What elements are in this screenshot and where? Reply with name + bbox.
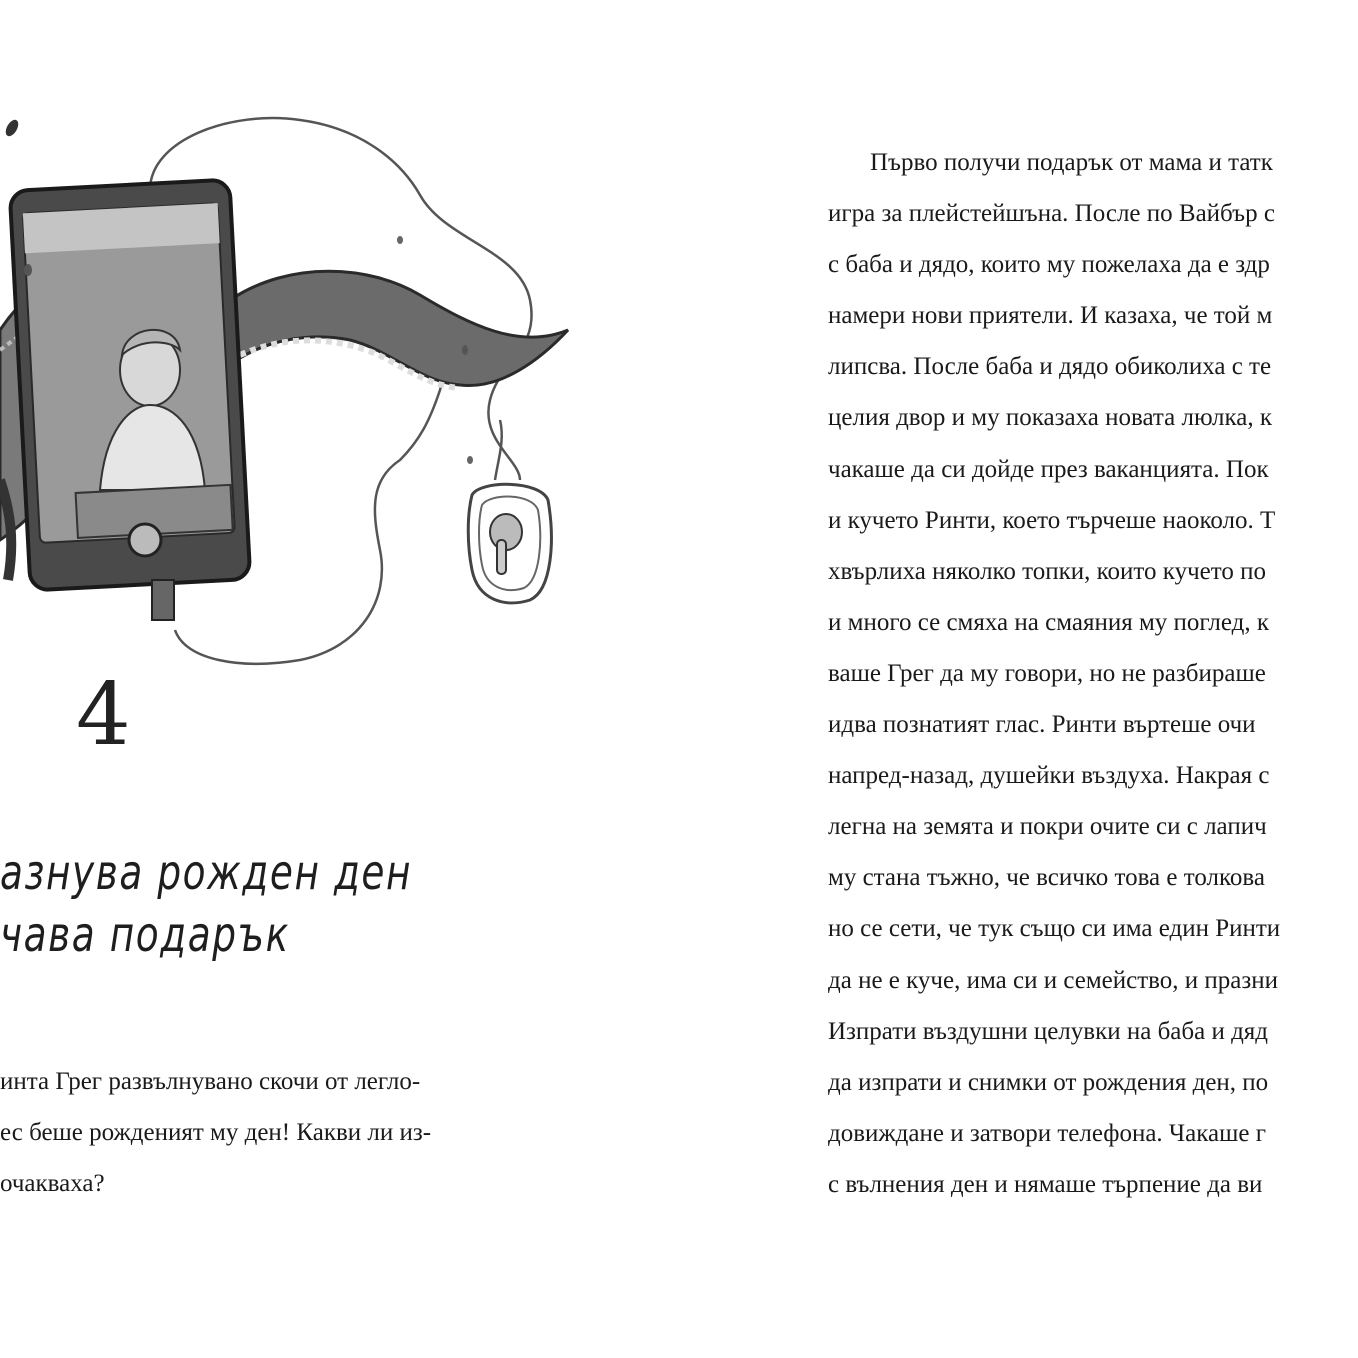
text-line: да изпрати и снимки от рождения ден, по xyxy=(828,1068,1269,1096)
text-line: напред-назад, душейки въздуха. Накрая с xyxy=(828,762,1270,790)
right-page-text xyxy=(828,137,1358,1210)
text-line: целия двор и му показаха новата люлка, к xyxy=(828,404,1273,432)
phone-icon xyxy=(10,180,251,620)
chapter-illustration xyxy=(0,100,600,680)
chapter-title-line: чава подарък xyxy=(0,907,290,963)
chapter-title xyxy=(0,842,413,966)
text-line: идва познатият глас. Ринти въртеше очи xyxy=(828,711,1256,739)
text-line: игра за плейстейшъна. После по Вайбър с xyxy=(828,200,1275,228)
text-line: чакаше да си дойде през ваканцията. Пок xyxy=(828,455,1269,483)
earbud-icon xyxy=(468,484,551,603)
text-line: с вълнения ден и нямаше търпение да ви xyxy=(828,1170,1263,1198)
text-line: легна на земята и покри очите си с лапич xyxy=(828,813,1267,841)
text-line: му стана тъжно, че всичко това е толкова xyxy=(828,864,1265,892)
chapter-number: 4 xyxy=(76,665,131,765)
text-line: Първо получи подарък от мама и татк xyxy=(870,149,1273,176)
left-page-text xyxy=(0,1056,560,1209)
text-line: и кучето Ринти, което търчеше наоколо. Т xyxy=(828,506,1276,534)
text-line: Изпрати въздушни целувки на баба и дяд xyxy=(828,1017,1269,1045)
text-line: липсва. После баба и дядо обиколиха с те xyxy=(828,353,1272,381)
text-line: и много се смяха на смаяния му поглед, к xyxy=(828,608,1270,636)
text-line: хвърлиха няколко топки, които кучето по xyxy=(828,557,1266,585)
text-line: очакваха? xyxy=(0,1170,105,1197)
text-line: ес беше рожденият му ден! Какви ли из- xyxy=(0,1119,432,1146)
text-line: инта Грег развълнувано скочи от легло- xyxy=(0,1068,421,1095)
text-line: да не е куче, има си и семейство, и празни xyxy=(828,966,1279,994)
text-line: с баба и дядо, които му пожелаха да е здр xyxy=(828,251,1270,279)
chapter-title-line: азнува рожден ден xyxy=(0,845,413,901)
text-line: довиждане и затвори телефона. Чакаше г xyxy=(828,1119,1266,1147)
text-line: но се сети, че тук също си има един Ринти xyxy=(828,915,1281,943)
text-line: намери нови приятели. И казаха, че той м xyxy=(828,302,1273,330)
text-line: ваше Грег да му говори, но не разбираше xyxy=(828,659,1266,687)
